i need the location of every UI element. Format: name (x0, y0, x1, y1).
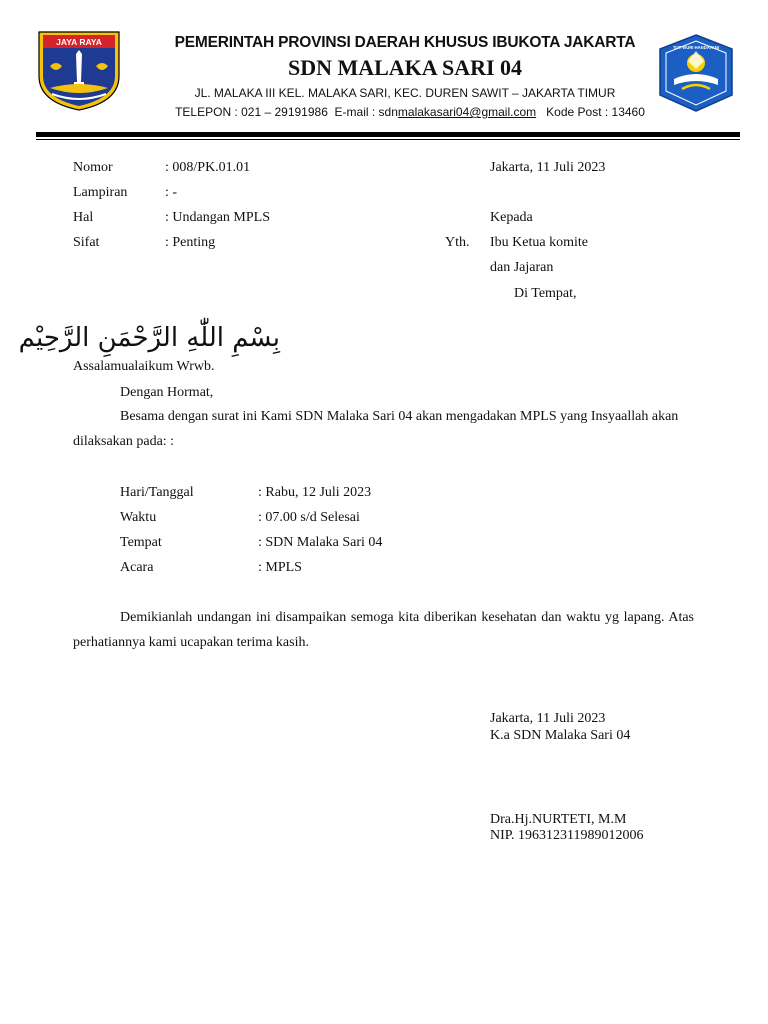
nomor-label: Nomor (73, 160, 113, 175)
detail-value-day: : Rabu, 12 Juli 2023 (258, 485, 372, 500)
contact-line (150, 105, 670, 119)
letterhead-divider-thick (36, 132, 740, 137)
signatory-nip: NIP. 196312311989012006 (490, 828, 644, 843)
sifat-value: : Penting (165, 235, 216, 250)
sifat-label: Sifat (73, 235, 100, 250)
letter-date: Jakarta, 11 Juli 2023 (490, 160, 606, 175)
detail-value-event: : MPLS (258, 560, 302, 575)
signature-date: Jakarta, 11 Juli 2023 (490, 711, 606, 726)
kepada-label: Kepada (490, 210, 533, 225)
nomor-value: : 008/PK.01.01 (165, 160, 251, 175)
letterhead-divider-thin (36, 139, 740, 140)
recipient-name-2: dan Jajaran (490, 260, 554, 275)
postal-code: Kode Post : 13460 (546, 105, 645, 119)
hal-value: : Undangan MPLS (165, 210, 270, 225)
basmalah-text: بِسْمِ اللّٰهِ الرَّحْمَنِ الرَّحِيْم (18, 323, 280, 353)
greeting: Assalamualaikum Wrwb. (73, 359, 215, 374)
detail-value-time: : 07.00 s/d Selesai (258, 510, 360, 525)
jakarta-logo-motto: JAYA RAYA (56, 37, 102, 47)
email-prefix: E-mail : sdn (334, 105, 398, 119)
tut-wuri-motto: TUT WURI HANDAYANI (673, 45, 719, 50)
school-name: SDN MALAKA SARI 04 (287, 55, 523, 80)
lampiran-label: Lampiran (73, 185, 128, 200)
government-line: PEMERINTAH PROVINSI DAERAH KHUSUS IBUKOTA JAKARTA (174, 34, 636, 51)
detail-label-place: Tempat (120, 535, 162, 550)
recipient-location: Di Tempat, (514, 286, 577, 301)
detail-label-event: Acara (120, 560, 154, 575)
paragraph-intro: Besama dengan surat ini Kami SDN Malaka Sari 04 akan mengadakan MPLS yang Insyaallah akan dilaksakan pada: : (73, 409, 679, 449)
detail-label-time: Waktu (120, 510, 157, 525)
phone-text: TELEPON : 021 – 29191986 (175, 105, 328, 119)
detail-label-day: Hari/Tanggal (120, 485, 194, 500)
email-link[interactable]: malakasari04@gmail.com (397, 105, 537, 119)
signatory-name: Dra.Hj.NURTETI, M.M (490, 812, 627, 827)
signature-title: K.a SDN Malaka Sari 04 (490, 728, 631, 743)
paragraph-closing: Demikianlah undangan ini disampaikan semoga kita diberikan kesehatan dan waktu yg lapang. Atas perhatiannya kami ucapakan terima kasih. (73, 610, 694, 650)
school-address: JL. MALAKA III KEL. MALAKA SARI, KEC. DUREN SAWIT – JAKARTA TIMUR (194, 86, 616, 100)
lampiran-value: : - (165, 185, 178, 200)
opening-salutation: Dengan Hormat, (120, 385, 214, 400)
jakarta-emblem-logo (36, 30, 122, 112)
yth-label: Yth. (445, 235, 470, 250)
recipient-name: Ibu Ketua komite (490, 235, 588, 250)
hal-label: Hal (73, 210, 94, 225)
detail-value-place: : SDN Malaka Sari 04 (258, 535, 383, 550)
